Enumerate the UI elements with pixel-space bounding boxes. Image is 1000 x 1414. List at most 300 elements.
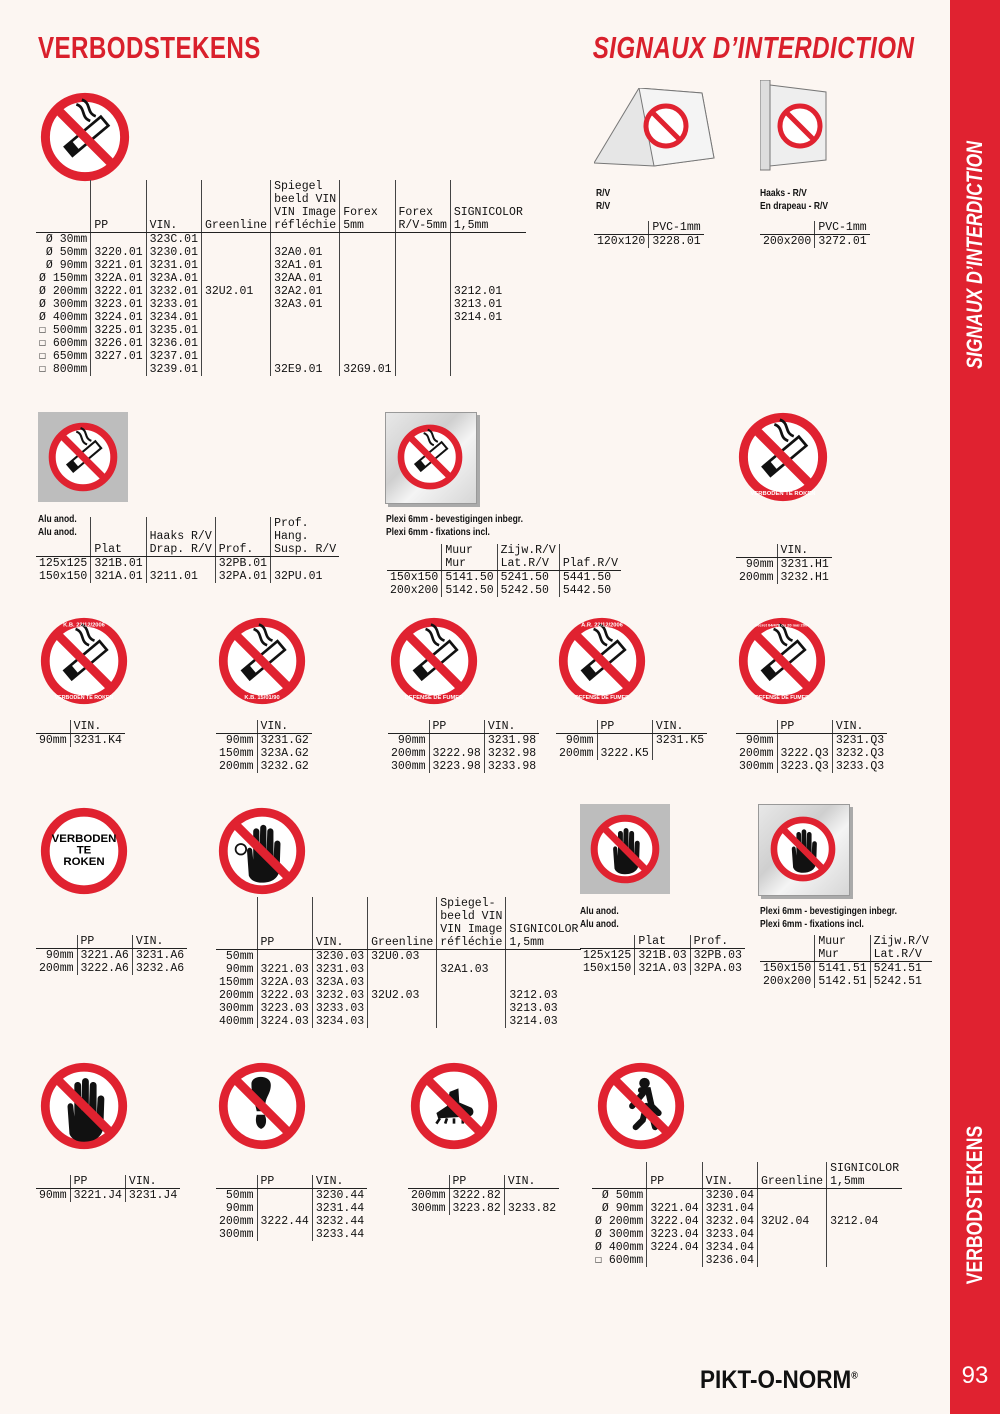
column-header bbox=[736, 544, 777, 558]
table-cell bbox=[647, 1189, 702, 1203]
table-cell: 3222.04 bbox=[647, 1215, 702, 1228]
table-cell bbox=[340, 285, 395, 298]
table-cell: 3231.04 bbox=[702, 1202, 757, 1215]
table-cell bbox=[437, 950, 506, 964]
table-cell bbox=[340, 298, 395, 311]
table-cell: 3223.01 bbox=[91, 298, 146, 311]
table-cell bbox=[827, 1189, 903, 1203]
table-cell bbox=[340, 324, 395, 337]
table-cell: 5141.50 bbox=[442, 571, 497, 585]
table-cell bbox=[91, 363, 146, 376]
column-header: PP bbox=[257, 1175, 312, 1189]
table-row bbox=[216, 976, 581, 989]
table-cell: 200mm bbox=[39, 962, 74, 975]
table-cell: 3213.01 bbox=[450, 298, 526, 311]
no-smoking-icon bbox=[558, 617, 646, 705]
column-header: Prof. Hang. Susp. R/V bbox=[271, 517, 340, 557]
table-cell: 3212.04 bbox=[827, 1215, 903, 1228]
table-cell: 32A0.01 bbox=[271, 246, 340, 259]
table-row bbox=[216, 760, 312, 773]
sign-text: VERBODEN TE ROKEN bbox=[750, 490, 816, 497]
table-row bbox=[592, 1202, 902, 1215]
column-header bbox=[736, 720, 777, 734]
table-cell bbox=[450, 272, 526, 285]
table-cell: 200mm bbox=[411, 1189, 446, 1202]
column-header: SIGNICOLOR 1,5mm bbox=[827, 1162, 903, 1189]
table-row bbox=[216, 1228, 367, 1241]
table-cell: 321B.01 bbox=[91, 557, 146, 571]
table-cell: 3239.01 bbox=[146, 363, 201, 376]
table-cell: 90mm bbox=[39, 1189, 67, 1202]
table-row bbox=[36, 337, 526, 350]
column-header: Plat bbox=[635, 935, 690, 949]
table-cell: 3214.01 bbox=[450, 311, 526, 324]
table-cell bbox=[827, 1202, 903, 1215]
table-cell: 321A.01 bbox=[91, 570, 146, 583]
column-header: Plaf.R/V bbox=[559, 544, 621, 571]
column-header: Muur Mur bbox=[442, 544, 497, 571]
caption-alu: Alu anod. Alu anod. bbox=[38, 514, 77, 538]
table-cell: 90mm bbox=[225, 963, 254, 976]
table-cell: 3231.G2 bbox=[257, 734, 312, 748]
table-cell bbox=[340, 350, 395, 363]
table-cell: 3222.82 bbox=[449, 1189, 504, 1203]
table-cell: 3235.01 bbox=[146, 324, 201, 337]
table-cell: 3233.01 bbox=[146, 298, 201, 311]
table-cell: 3223.03 bbox=[257, 1002, 312, 1015]
table-cell bbox=[395, 246, 450, 259]
column-header bbox=[556, 720, 597, 734]
table-cell bbox=[340, 246, 395, 259]
table-cell: 3228.01 bbox=[649, 235, 704, 249]
column-header bbox=[760, 935, 815, 962]
table-cell: 3231.03 bbox=[312, 963, 367, 976]
table-cell: 32PB.01 bbox=[215, 557, 270, 571]
product-table-82 bbox=[408, 1175, 559, 1215]
verboden-te-roken-sign bbox=[40, 807, 128, 895]
table-cell: 150mm bbox=[219, 976, 254, 989]
column-header: Greenline bbox=[368, 897, 437, 950]
no-smoking-icon bbox=[390, 617, 478, 705]
column-header: VIN. bbox=[777, 544, 832, 558]
table-row bbox=[580, 949, 745, 963]
table-cell bbox=[757, 1254, 826, 1267]
column-header bbox=[594, 221, 649, 235]
no-smoking-flag-icon bbox=[760, 80, 830, 175]
no-smoking-icon bbox=[48, 422, 118, 492]
table-cell: 3212.03 bbox=[506, 989, 582, 1002]
table-row bbox=[592, 1254, 902, 1267]
table-row bbox=[36, 259, 526, 272]
table-cell: 3233.82 bbox=[504, 1202, 559, 1215]
table-cell bbox=[395, 272, 450, 285]
table-cell bbox=[368, 976, 437, 989]
column-header: Muur Mur bbox=[815, 935, 870, 962]
table-row bbox=[580, 962, 745, 975]
table-cell: 323A.G2 bbox=[257, 747, 312, 760]
table-cell: 3230.01 bbox=[146, 246, 201, 259]
table-cell: ☐ 500mm bbox=[39, 324, 88, 337]
table-cell: 90mm bbox=[745, 558, 774, 571]
table-cell: 300mm bbox=[411, 1202, 446, 1215]
product-table-rv bbox=[594, 221, 704, 248]
caption-plexi-51: Plexi 6mm - bevestigingen inbegr. Plexi 6mm - fixations incl. bbox=[760, 906, 897, 930]
table-cell bbox=[340, 233, 395, 247]
table-cell: 3231.A6 bbox=[132, 949, 187, 963]
table-cell: 5242.50 bbox=[497, 584, 559, 597]
column-header bbox=[216, 1175, 257, 1189]
table-cell: ☐ 800mm bbox=[39, 363, 88, 376]
product-table-q3 bbox=[736, 720, 887, 773]
table-cell: Ø 90mm bbox=[601, 1202, 644, 1215]
table-cell: 150x150 bbox=[390, 571, 439, 584]
column-header: PP bbox=[91, 180, 146, 233]
table-cell: 150x150 bbox=[763, 962, 812, 975]
table-cell: 32A1.03 bbox=[437, 963, 506, 976]
table-row bbox=[592, 1228, 902, 1241]
product-table-alu bbox=[36, 517, 339, 583]
product-table-g2 bbox=[216, 720, 312, 773]
table-cell bbox=[450, 246, 526, 259]
table-cell: 3234.01 bbox=[146, 311, 201, 324]
table-cell bbox=[437, 1002, 506, 1015]
table-cell bbox=[257, 1202, 312, 1215]
table-cell: 300mm bbox=[391, 760, 426, 773]
column-header: Prof. bbox=[215, 517, 270, 557]
table-cell: 5441.50 bbox=[559, 571, 621, 585]
table-cell bbox=[271, 324, 340, 337]
product-table-a6 bbox=[36, 935, 187, 975]
table-row bbox=[36, 363, 526, 376]
table-cell bbox=[368, 1002, 437, 1015]
table-cell: 3232.01 bbox=[146, 285, 201, 298]
table-cell: 150x150 bbox=[583, 962, 632, 975]
table-cell bbox=[437, 976, 506, 989]
table-cell: Ø 90mm bbox=[45, 259, 88, 272]
table-cell bbox=[652, 747, 707, 760]
table-cell: 32PB.03 bbox=[690, 949, 745, 963]
table-cell: 5141.51 bbox=[815, 962, 870, 976]
column-header: VIN. bbox=[132, 935, 187, 949]
table-cell: Ø 150mm bbox=[39, 272, 88, 285]
table-row bbox=[36, 233, 526, 247]
table-cell: 32E9.01 bbox=[271, 363, 340, 376]
table-cell: 32G9.01 bbox=[340, 363, 395, 376]
table-row bbox=[556, 747, 707, 760]
table-cell: 32PU.01 bbox=[271, 570, 340, 583]
table-cell: 32A2.01 bbox=[271, 285, 340, 298]
table-cell: 3231.J4 bbox=[125, 1189, 180, 1203]
table-cell: 200mm bbox=[219, 760, 254, 773]
table-cell: 3230.44 bbox=[312, 1189, 367, 1203]
product-table-h1 bbox=[736, 544, 832, 584]
no-smoking-icon bbox=[218, 617, 306, 705]
table-row bbox=[216, 1002, 581, 1015]
table-cell bbox=[450, 233, 526, 247]
table-cell: 200x200 bbox=[390, 584, 439, 597]
column-header bbox=[760, 221, 815, 235]
table-cell bbox=[340, 259, 395, 272]
table-cell bbox=[450, 324, 526, 337]
table-row bbox=[216, 1015, 581, 1028]
table-cell: 90mm bbox=[225, 1202, 254, 1215]
no-entry-hand-icon bbox=[590, 814, 660, 884]
product-table-j4 bbox=[36, 1175, 180, 1202]
table-cell: 3221.A6 bbox=[77, 949, 132, 963]
table-cell: 3227.01 bbox=[91, 350, 146, 363]
table-cell: ☐ 650mm bbox=[39, 350, 88, 363]
table-cell: 3225.01 bbox=[91, 324, 146, 337]
brand-logo: PIKT-O-NORM® bbox=[700, 1366, 858, 1394]
caption-haaks: Haaks - R/V En drapeau - R/V bbox=[760, 188, 829, 212]
column-header: Spiegel- beeld VIN VIN Image réfléchie bbox=[437, 897, 506, 950]
table-cell bbox=[437, 1015, 506, 1028]
column-header: PP bbox=[257, 897, 312, 950]
no-entry-hand-icon bbox=[770, 816, 836, 882]
product-table-k5 bbox=[556, 720, 707, 760]
table-row bbox=[36, 324, 526, 337]
no-smoking-icon bbox=[40, 92, 130, 182]
table-cell bbox=[506, 976, 582, 989]
table-cell bbox=[395, 324, 450, 337]
column-header: SIGNICOLOR 1,5mm bbox=[506, 897, 582, 950]
svg-text:K.B. 22/12/2006: K.B. 22/12/2006 bbox=[63, 622, 105, 629]
table-row bbox=[216, 963, 581, 976]
table-cell: Ø 50mm bbox=[601, 1189, 644, 1202]
table-cell: 323C.01 bbox=[146, 233, 201, 247]
table-row bbox=[216, 1202, 367, 1215]
table-cell: 3222.44 bbox=[257, 1215, 312, 1228]
column-header: VIN. bbox=[257, 720, 312, 734]
table-cell: 3231.Q3 bbox=[832, 734, 887, 748]
table-cell: 3236.04 bbox=[702, 1254, 757, 1267]
table-cell: Ø 200mm bbox=[39, 285, 88, 298]
table-cell: 3272.01 bbox=[815, 235, 870, 249]
table-row bbox=[36, 272, 526, 285]
table-row bbox=[556, 734, 707, 748]
table-cell: 125x125 bbox=[583, 949, 632, 962]
column-header: VIN. bbox=[146, 180, 201, 233]
table-cell: 3231.H1 bbox=[777, 558, 832, 572]
table-cell: 32U0.03 bbox=[368, 950, 437, 964]
column-header: VIN. bbox=[702, 1162, 757, 1189]
table-cell bbox=[437, 989, 506, 1002]
table-cell: 300mm bbox=[219, 1002, 254, 1015]
table-cell: 120x120 bbox=[597, 235, 646, 248]
table-row bbox=[760, 962, 932, 976]
table-row bbox=[36, 962, 187, 975]
table-cell bbox=[201, 272, 270, 285]
table-cell: 3221.03 bbox=[257, 963, 312, 976]
table-cell: 90mm bbox=[745, 734, 774, 747]
no-smoking-icon bbox=[738, 412, 828, 502]
table-cell bbox=[271, 233, 340, 247]
table-cell: 3233.04 bbox=[702, 1228, 757, 1241]
table-cell: 5142.50 bbox=[442, 584, 497, 597]
table-cell bbox=[450, 337, 526, 350]
table-row bbox=[408, 1202, 559, 1215]
table-cell: 322A.03 bbox=[257, 976, 312, 989]
table-row bbox=[36, 311, 526, 324]
no-smoking-icon bbox=[40, 617, 128, 705]
product-table-plexi bbox=[387, 544, 621, 597]
table-cell bbox=[395, 259, 450, 272]
table-cell bbox=[368, 1015, 437, 1028]
table-cell bbox=[271, 557, 340, 571]
table-cell bbox=[757, 1202, 826, 1215]
table-cell: 3230.03 bbox=[312, 950, 367, 964]
column-header: Forex 5mm bbox=[340, 180, 395, 233]
table-cell: 32U2.01 bbox=[201, 285, 270, 298]
table-cell bbox=[757, 1189, 826, 1203]
table-cell bbox=[340, 311, 395, 324]
table-cell: 200x200 bbox=[763, 235, 812, 248]
table-cell bbox=[201, 350, 270, 363]
table-cell: 3232.Q3 bbox=[832, 747, 887, 760]
table-cell: 321B.03 bbox=[635, 949, 690, 963]
table-cell: 5242.51 bbox=[870, 975, 932, 988]
table-cell: 3222.Q3 bbox=[777, 747, 832, 760]
table-cell: 200mm bbox=[391, 747, 426, 760]
table-row bbox=[760, 975, 932, 988]
product-table-44 bbox=[216, 1175, 367, 1241]
column-header: PP bbox=[70, 1175, 125, 1189]
table-cell: 3211.01 bbox=[146, 570, 215, 583]
table-cell: 3222.K5 bbox=[597, 747, 652, 760]
table-cell: 3234.03 bbox=[312, 1015, 367, 1028]
table-row bbox=[216, 950, 581, 964]
sidebar-title-nl: VERBODSTEKENS bbox=[962, 1125, 987, 1285]
table-row bbox=[760, 235, 870, 249]
table-row bbox=[36, 570, 339, 583]
table-row bbox=[387, 571, 621, 585]
table-cell: 300mm bbox=[219, 1228, 254, 1241]
table-row bbox=[736, 760, 887, 773]
table-cell: ☐ 600mm bbox=[39, 337, 88, 350]
table-cell: 3231.K4 bbox=[70, 734, 125, 748]
product-table-03 bbox=[216, 897, 581, 1028]
product-table-plexi51 bbox=[760, 935, 932, 988]
table-row bbox=[216, 747, 312, 760]
table-cell: Ø 50mm bbox=[45, 246, 88, 259]
table-cell: 3221.04 bbox=[647, 1202, 702, 1215]
table-cell: 200mm bbox=[219, 989, 254, 1002]
table-cell: 3226.01 bbox=[91, 337, 146, 350]
table-row bbox=[216, 1215, 367, 1228]
table-cell: 3222.98 bbox=[429, 747, 484, 760]
table-cell bbox=[395, 337, 450, 350]
column-header: VIN. bbox=[70, 720, 125, 734]
table-cell: 3237.01 bbox=[146, 350, 201, 363]
table-cell: 3213.03 bbox=[506, 1002, 582, 1015]
table-cell bbox=[395, 298, 450, 311]
table-row bbox=[736, 571, 832, 584]
table-cell bbox=[257, 1189, 312, 1203]
column-header bbox=[387, 544, 442, 571]
table-cell bbox=[146, 557, 215, 571]
table-cell: 150x150 bbox=[39, 570, 88, 583]
table-row bbox=[216, 989, 581, 1002]
product-table-04 bbox=[592, 1162, 902, 1267]
table-row bbox=[736, 734, 887, 748]
table-cell bbox=[395, 350, 450, 363]
table-cell: 125x125 bbox=[39, 557, 88, 570]
table-cell bbox=[271, 350, 340, 363]
svg-text:VERBODEN: VERBODEN bbox=[51, 833, 117, 846]
column-header bbox=[36, 1175, 70, 1189]
table-cell: 3231.01 bbox=[146, 259, 201, 272]
table-row bbox=[594, 235, 704, 249]
table-cell: 32PA.01 bbox=[215, 570, 270, 583]
table-cell: 5241.50 bbox=[497, 571, 559, 585]
caption-alu-03: Alu anod. Alu anod. bbox=[580, 906, 619, 930]
page-title: VERBODSTEKENS bbox=[38, 30, 261, 65]
table-cell: 32A3.01 bbox=[271, 298, 340, 311]
column-header: VIN. bbox=[652, 720, 707, 734]
table-cell: 323A.01 bbox=[146, 272, 201, 285]
no-smoking-tent-icon bbox=[594, 88, 719, 173]
column-header: PP bbox=[77, 935, 132, 949]
table-cell: 5442.50 bbox=[559, 584, 621, 597]
table-row bbox=[36, 298, 526, 311]
table-cell: 90mm bbox=[397, 734, 426, 747]
no-entry-hand-icon bbox=[218, 807, 306, 895]
table-row bbox=[388, 747, 539, 760]
column-header bbox=[388, 720, 429, 734]
table-cell: 32U2.03 bbox=[368, 989, 437, 1002]
table-row bbox=[592, 1215, 902, 1228]
table-cell: Ø 30mm bbox=[45, 233, 88, 246]
table-cell: 3232.G2 bbox=[257, 760, 312, 773]
table-cell bbox=[827, 1228, 903, 1241]
column-header: PVC-1mm bbox=[815, 221, 870, 235]
table-cell bbox=[201, 298, 270, 311]
table-cell: 50mm bbox=[225, 1189, 254, 1202]
table-cell bbox=[201, 311, 270, 324]
table-row bbox=[736, 747, 887, 760]
table-cell: 3214.03 bbox=[506, 1015, 582, 1028]
column-header: Spiegel beeld VIN VIN Image réfléchie bbox=[271, 180, 340, 233]
table-cell bbox=[257, 950, 312, 964]
table-cell bbox=[201, 324, 270, 337]
table-cell: 3223.82 bbox=[449, 1202, 504, 1215]
product-table-k4 bbox=[36, 720, 125, 747]
table-cell: 323A.03 bbox=[312, 976, 367, 989]
column-header: Zijw.R/V Lat.R/V bbox=[497, 544, 559, 571]
table-cell bbox=[506, 963, 582, 976]
table-cell: 300mm bbox=[739, 760, 774, 773]
table-cell bbox=[450, 363, 526, 376]
table-cell: 32AA.01 bbox=[271, 272, 340, 285]
column-header: PP bbox=[777, 720, 832, 734]
table-cell bbox=[506, 950, 582, 964]
table-cell bbox=[647, 1254, 702, 1267]
column-header: VIN. bbox=[312, 897, 367, 950]
table-row bbox=[36, 734, 125, 748]
no-smoking-icon bbox=[397, 424, 463, 490]
table-cell bbox=[201, 233, 270, 247]
table-cell: 150mm bbox=[219, 747, 254, 760]
table-cell: 3223.Q3 bbox=[777, 760, 832, 773]
table-row bbox=[736, 558, 832, 572]
table-row bbox=[36, 1189, 180, 1203]
table-row bbox=[216, 734, 312, 748]
column-header: SIGNICOLOR 1,5mm bbox=[450, 180, 526, 233]
table-cell: 90mm bbox=[565, 734, 594, 747]
table-cell: 3231.44 bbox=[312, 1202, 367, 1215]
product-table-haaks bbox=[760, 221, 870, 248]
table-cell bbox=[827, 1254, 903, 1267]
